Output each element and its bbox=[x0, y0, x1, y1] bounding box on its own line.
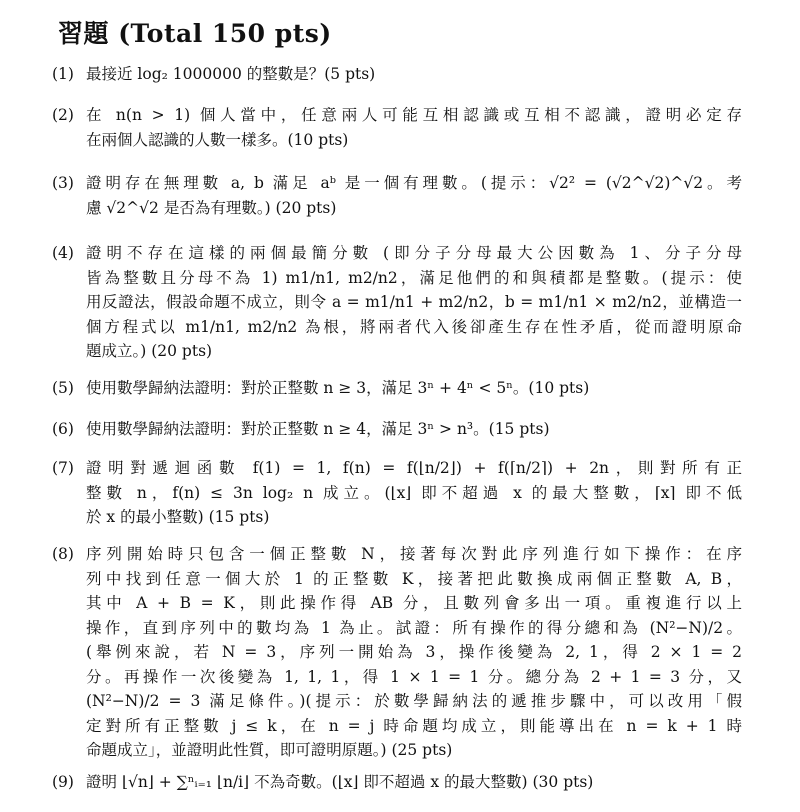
problem-line: 序列開始時只包含一個正整數 N，接著每次對此序列進行如下操作：在序 bbox=[86, 545, 742, 563]
problem-line: 證明 ⌊√n⌋ + ∑ⁿᵢ₌₁ ⌊n/i⌋ 不為奇數。(⌊x⌋ 即不超過 x 的最大整數) (30 pts) bbox=[86, 773, 594, 791]
problem-line: 題成立。) (20 pts) bbox=[86, 342, 213, 360]
problem-7 bbox=[52, 456, 742, 530]
problem-number: (2) bbox=[52, 106, 74, 124]
problem-6 bbox=[52, 417, 742, 442]
problem-1 bbox=[52, 62, 742, 87]
problem-line: 使用數學歸納法證明：對於正整數 n ≥ 3，滿足 3ⁿ + 4ⁿ < 5ⁿ。(10 pts) bbox=[86, 379, 590, 397]
problem-line: 整數 n，f(n) ≤ 3n log₂ n 成立。(⌊x⌋ 即不超過 x 的最大整數，⌈x⌉ 即不低 bbox=[86, 483, 742, 502]
problem-number: (3) bbox=[52, 174, 74, 192]
problem-line: (N²−N)/2 = 3 滿足條件。)(提示：於數學歸納法的遞推步驟中，可以改用「假 bbox=[86, 692, 742, 710]
problem-number: (5) bbox=[52, 379, 74, 397]
problem-line: 其中 A + B = K，則此操作得 AB 分，且數列會多出一項。重複進行以上 bbox=[86, 594, 742, 612]
problem-line: 列中找到任意一個大於 1 的正整數 K，接著把此數換成兩個正整數 A, B， bbox=[86, 569, 742, 588]
problem-3 bbox=[52, 171, 742, 220]
problem-4 bbox=[52, 241, 742, 364]
problem-number: (7) bbox=[52, 459, 74, 477]
problem-line: 證明對遞迴函數 f(1) = 1, f(n) = f(⌊n/2⌋) + f(⌈n/2⌉) + 2n，則對所有正 bbox=[86, 459, 742, 477]
problem-line: 在 n(n > 1) 個人當中，任意兩人可能互相認識或互相不認識，證明必定存 bbox=[86, 106, 742, 124]
problem-line: 皆為整數且分母不為 1) m1/n1, m2/n2，滿足他們的和與積都是整數。(提示：使 bbox=[86, 268, 742, 287]
problem-line: 證明不存在這樣的兩個最簡分數 (即分子分母最大公因數為 1、分子分母 bbox=[86, 244, 742, 262]
problem-line: 慮 √2^√2 是否為有理數。) (20 pts) bbox=[86, 198, 337, 217]
page-title: 習題 (Total 150 pts) bbox=[58, 19, 332, 48]
problem-number: (8) bbox=[52, 545, 74, 563]
problem-line: 使用數學歸納法證明：對於正整數 n ≥ 4，滿足 3ⁿ > n³。(15 pts) bbox=[86, 420, 550, 438]
problem-8 bbox=[52, 542, 742, 763]
problem-number: (1) bbox=[52, 65, 74, 83]
problem-line: 用反證法，假設命題不成立，則令 a = m1/n1 + m2/n2，b = m1/n1 × m2/n2，並構造一 bbox=[86, 293, 742, 311]
problem-line: 操作，直到序列中的數均為 1 為止。試證：所有操作的得分總和為 (N²−N)/2。 bbox=[86, 618, 742, 637]
problem-line: (舉例來說，若 N = 3，序列一開始為 3，操作後變為 2, 1，得 2 × 1 = 2 bbox=[86, 643, 742, 661]
problem-line: 於 x 的最小整數) (15 pts) bbox=[86, 508, 270, 526]
problem-line: 命題成立」，並證明此性質，即可證明原題。) (25 pts) bbox=[86, 741, 453, 759]
problem-2 bbox=[52, 103, 742, 152]
problem-number: (9) bbox=[52, 773, 74, 791]
problem-9 bbox=[52, 770, 742, 795]
problem-5 bbox=[52, 376, 742, 401]
problem-line: 最接近 log₂ 1000000 的整數是？(5 pts) bbox=[86, 65, 376, 83]
problem-number: (4) bbox=[52, 244, 74, 262]
problem-line: 證明存在無理數 a, b 滿足 aᵇ 是一個有理數。(提示：√2² = (√2^√2)^√2。考 bbox=[86, 174, 742, 192]
problem-number: (6) bbox=[52, 420, 74, 438]
problem-line: 個方程式以 m1/n1, m2/n2 為根，將兩者代入後卻產生存在性矛盾，從而證明原命 bbox=[86, 317, 742, 336]
problem-line: 在兩個人認識的人數一樣多。(10 pts) bbox=[86, 130, 349, 149]
problem-line: 分。再操作一次後變為 1, 1, 1，得 1 × 1 = 1 分。總分為 2 + 1 = 3 分，又 bbox=[86, 667, 742, 686]
problem-line: 定對所有正整數 j ≤ k，在 n = j 時命題均成立，則能導出在 n = k + 1 時 bbox=[86, 716, 742, 735]
